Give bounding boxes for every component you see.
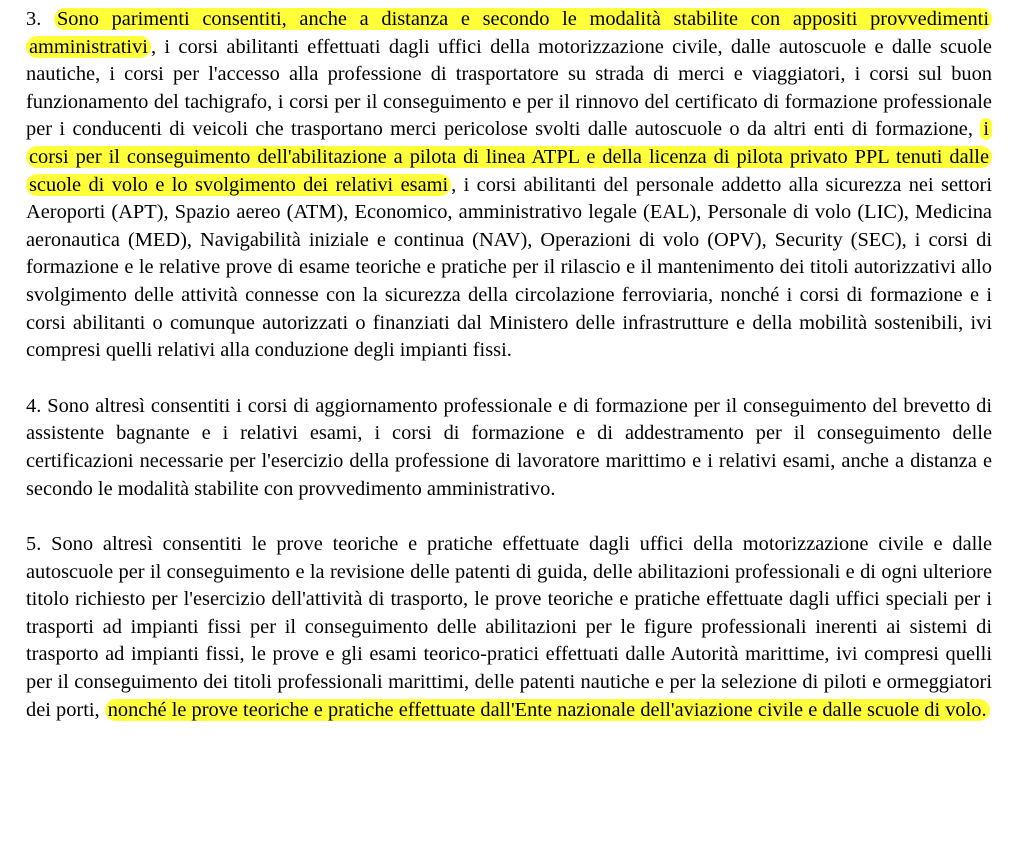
text-segment: 5. Sono altresì consentiti le prove teoriche e pratiche effettuate dagli uffici della motorizzazione civile e dalle autoscuole per il conseguimento e la revisione delle patenti di guida, delle abilitazioni professionali e di ogni ulteriore titolo richiesto per l'esercizio dell'attività di trasporto, le prove teoriche e pratiche effettuate dagli uffici speciali per i trasporti ad impianti fissi per il conseguimento delle abilitazioni per le figure professionali inerenti ai sistemi di trasporto ad impianti fissi, le prove e gli esami teorico-pratici effettuati dalle Autorità marittime, ivi compresi quelli per il conseguimento dei titoli professionali marittimi, delle patenti nautiche e per la selezione di piloti e ormeggiatori dei porti,	[26, 533, 992, 721]
paragraph-4	[26, 393, 992, 503]
paragraph-3	[26, 6, 992, 365]
highlighted-text: Sono parimenti consentiti, anche a distanza e secondo le modalità stabilite con appositi provvedimenti amministrativi	[26, 8, 992, 58]
highlighted-text: nonché le prove teoriche e pratiche effettuate dall'Ente nazionale dell'aviazione civile e dalle scuole di volo.	[105, 699, 990, 721]
document-page	[26, 6, 992, 752]
paragraph-5	[26, 531, 992, 724]
text-segment: , i corsi abilitanti del personale addetto alla sicurezza nei settori Aeroporti (APT), Spazio aereo (ATM), Economico, amministrativo legale (EAL), Personale di volo (LIC), Medicina aeronautica (MED), Navigabilità iniziale e continua (NAV), Operazioni di volo (OPV), Security (SEC), i corsi di formazione e le relative prove di esame teoriche e pratiche per il rilascio e il mantenimento dei titoli autorizzativi allo svolgimento delle attività connesse con la sicurezza della circolazione ferroviaria, nonché i corsi di formazione e i corsi abilitanti o comunque autorizzati o finanziati dal Ministero delle infrastrutture e della mobilità sostenibili, ivi compresi quelli relativi alla conduzione degli impianti fissi.	[26, 173, 992, 362]
text-segment: 4. Sono altresì consentiti i corsi di aggiornamento professionale e di formazione per il conseguimento del brevetto di assistente bagnante e i relativi esami, i corsi di formazione e di addestramento per il conseguimento delle certificazioni necessarie per l'esercizio della professione di lavoratore marittimo e i relativi esami, anche a distanza e secondo le modalità stabilite con provvedimento amministrativo.	[26, 394, 992, 500]
highlighted-text: i corsi per il conseguimento dell'abilitazione a pilota di linea ATPL e della licenza di pilota privato PPL tenuti dalle scuole di volo e lo svolgimento dei relativi esami	[26, 118, 992, 195]
text-segment: 3.	[26, 8, 54, 30]
text-segment: , i corsi abilitanti effettuati dagli uffici della motorizzazione civile, dalle autoscuole e dalle scuole nautiche, i corsi per l'accesso alla professione di trasportatore su strada di merci e viaggiatori, i corsi sul buon funzionamento del tachigrafo, i corsi per il conseguimento e per il rinnovo del certificato di formazione professionale per i conducenti di veicoli che trasportano merci pericolose svolti dalle autoscuole o da altri enti di formazione,	[26, 35, 992, 141]
